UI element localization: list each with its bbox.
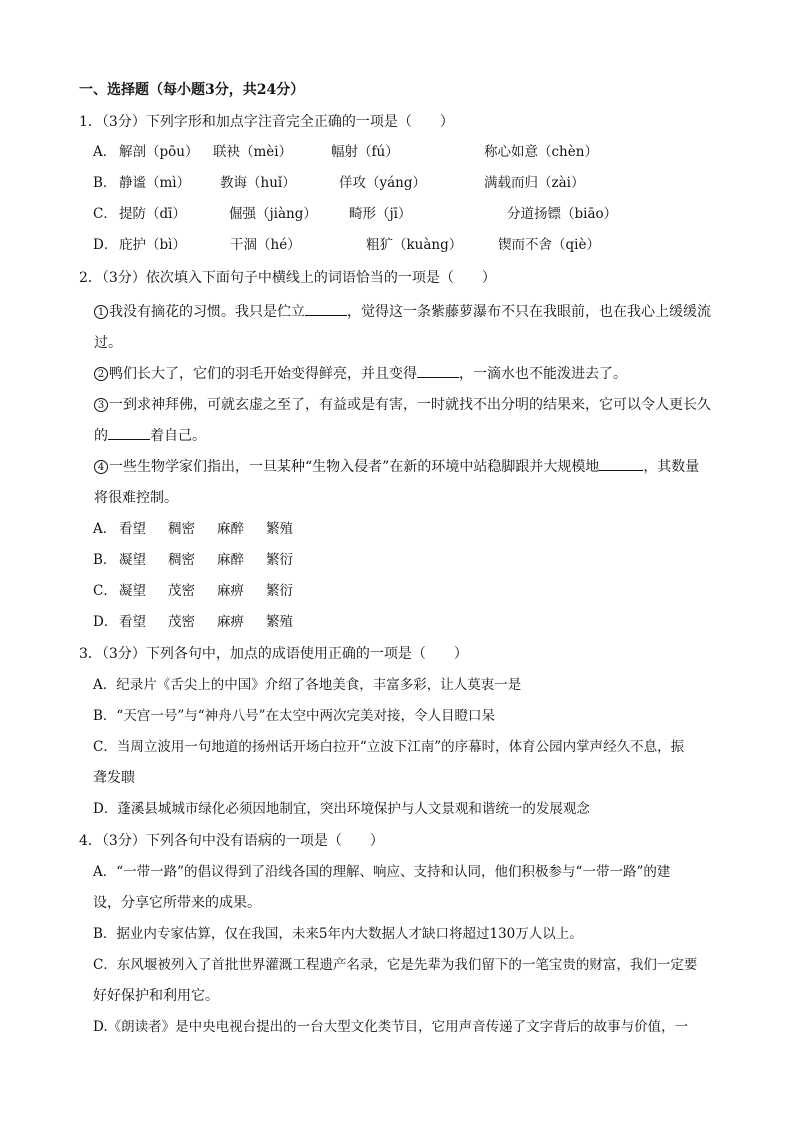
sentence-text: 我没有摘花的习惯。我只是伫立	[109, 304, 305, 320]
question-stem: 1．（3分）下列字形和加点字注音完全正确的一项是（ ）	[79, 114, 454, 130]
section-title: 一、选择题（每小题3分，共24分）	[79, 82, 305, 98]
fill-blank	[108, 425, 150, 440]
sentence-1-cont: 过。	[94, 335, 122, 351]
sentence-4-cont: 将很难控制。	[94, 490, 178, 506]
option-item: 称心如意（chèn）	[484, 144, 598, 160]
option-a: A．纪录片《舌尖上的中国》介绍了各地美食，丰富多彩，让人莫衷一是	[93, 677, 522, 693]
option-item: 倔强（jiàng）	[229, 206, 317, 222]
option-item: 麻醉	[217, 521, 244, 537]
option-d: D．蓬溪县城城市绿化必须因地制宜，突出环境保护与人文景观和谐统一的发展观念	[93, 801, 590, 817]
option-a-cont: 设，分享它所带来的成果。	[93, 895, 261, 911]
option-letter: A．	[93, 521, 117, 537]
circled-number: 3	[94, 398, 108, 412]
option-letter: D．	[93, 237, 118, 253]
option-item: 粗犷（kuàng）	[366, 237, 463, 253]
sentence-3	[79, 390, 718, 421]
option-b: B．“天宫一号”与“神舟八号”在太空中两次完美对接，令人目瞪口呆	[93, 708, 496, 724]
sentence-1	[79, 297, 718, 328]
fill-blank	[305, 301, 347, 316]
option-item: 茂密	[168, 614, 195, 630]
option-item: 麻痹	[217, 614, 244, 630]
option-a: A．“一带一路”的倡议得到了沿线各国的理解、响应、支持和认同，他们积极参与“一带一路”的建	[93, 864, 671, 880]
option-b	[79, 545, 718, 576]
circled-number: 2	[94, 367, 108, 381]
option-item: 繁殖	[266, 614, 293, 630]
option-item: 锲而不舍（qiè）	[498, 237, 600, 253]
option-letter: B．	[93, 552, 117, 568]
option-item: 满载而归（zài）	[484, 175, 585, 191]
question-3	[79, 644, 718, 825]
option-d: D.《朗读者》是中央电视台提出的一台大型文化类节目，它用声音传递了文字背后的故事与价值，一	[93, 1019, 689, 1035]
option-item: 稠密	[168, 552, 195, 568]
option-item: 看望	[119, 521, 146, 537]
question-stem: 3．（3分）下列各句中，加点的成语使用正确的一项是（ ）	[79, 646, 468, 662]
option-item: 看望	[119, 614, 146, 630]
option-item: 繁衍	[266, 552, 293, 568]
question-stem: 4．（3分）下列各句中没有语病的一项是（ ）	[79, 833, 384, 849]
sentence-text: ，一滴水也不能泼进去了。	[459, 366, 627, 382]
option-item: 庇护（bì）	[119, 237, 186, 253]
circled-number: 4	[94, 460, 108, 474]
option-a	[79, 137, 718, 168]
option-letter: C．	[93, 583, 117, 599]
option-item: 麻醉	[217, 552, 244, 568]
fill-blank	[599, 456, 643, 471]
sentence-3-cont	[79, 421, 718, 452]
sentence-text: 鸭们长大了，它们的羽毛开始变得鲜亮，并且变得	[109, 366, 417, 382]
option-letter: C．	[93, 206, 117, 222]
option-c-cont: 好好保护和利用它。	[93, 988, 219, 1004]
question-2	[79, 268, 718, 638]
option-a	[79, 514, 718, 545]
option-item: 静谧（mì）	[119, 175, 191, 191]
option-c: C．东风堰被列入了首批世界灌溉工程遗产名录，它是先辈为我们留下的一笔宝贵的财富，我们一定要	[93, 957, 698, 973]
option-letter: B．	[93, 175, 117, 191]
option-letter: D．	[93, 614, 118, 630]
fill-blank	[417, 363, 459, 378]
question-1	[79, 112, 718, 261]
circled-number: 1	[94, 305, 108, 319]
option-c-cont: 聋发聩	[93, 770, 135, 786]
option-item: 畸形（jī）	[349, 206, 412, 222]
option-item: 联袂（mèi）	[213, 144, 293, 160]
option-item: 繁衍	[266, 583, 293, 599]
option-item: 佯攻（yáng）	[339, 175, 427, 191]
option-letter: A．	[93, 144, 117, 160]
option-item: 幅射（fú）	[331, 144, 399, 160]
option-d	[79, 607, 718, 638]
sentence-text: 一到求神拜佛，可就玄虚之至了，有益或是有害，一时就找不出分明的结果来，它可以令人更长久	[109, 397, 711, 413]
sentence-2	[79, 359, 718, 390]
option-item: 分道扬镖（biāo）	[507, 206, 618, 222]
question-4	[79, 831, 718, 1043]
option-item: 干涸（hé）	[230, 237, 301, 253]
option-item: 茂密	[168, 583, 195, 599]
option-b	[79, 168, 718, 199]
sentence-text: 着自己。	[150, 428, 206, 444]
option-item: 提防（dī）	[119, 206, 186, 222]
option-item: 解剖（pōu）	[119, 144, 199, 160]
question-stem: 2．（3分）依次填入下面句子中横线上的词语恰当的一项是（ ）	[79, 270, 496, 286]
option-d	[79, 230, 718, 261]
option-item: 稠密	[168, 521, 195, 537]
option-c	[79, 576, 718, 607]
option-item: 麻痹	[217, 583, 244, 599]
sentence-text: ，觉得这一条紫藤萝瀑布不只在我眼前，也在我心上缓缓流	[347, 304, 711, 320]
sentence-4	[79, 452, 718, 483]
sentence-text: ，其数量	[643, 459, 700, 475]
sentence-text: 一些生物学家们指出，一旦某种“生物入侵者”在新的环境中站稳脚跟并大规模地	[109, 459, 600, 475]
option-c	[79, 199, 718, 230]
option-item: 教诲（huǐ）	[220, 175, 296, 191]
option-item: 凝望	[119, 552, 146, 568]
option-item: 繁殖	[266, 521, 293, 537]
option-c: C．当周立波用一句地道的扬州话开场白拉开“立波下江南”的序幕时，体育公园内掌声经久不息，振	[93, 739, 685, 755]
option-item: 凝望	[119, 583, 146, 599]
sentence-text: 的	[94, 428, 108, 444]
option-b: B．据业内专家估算，仅在我国，未来5年内大数据人才缺口将超过130万人以上。	[93, 926, 583, 942]
